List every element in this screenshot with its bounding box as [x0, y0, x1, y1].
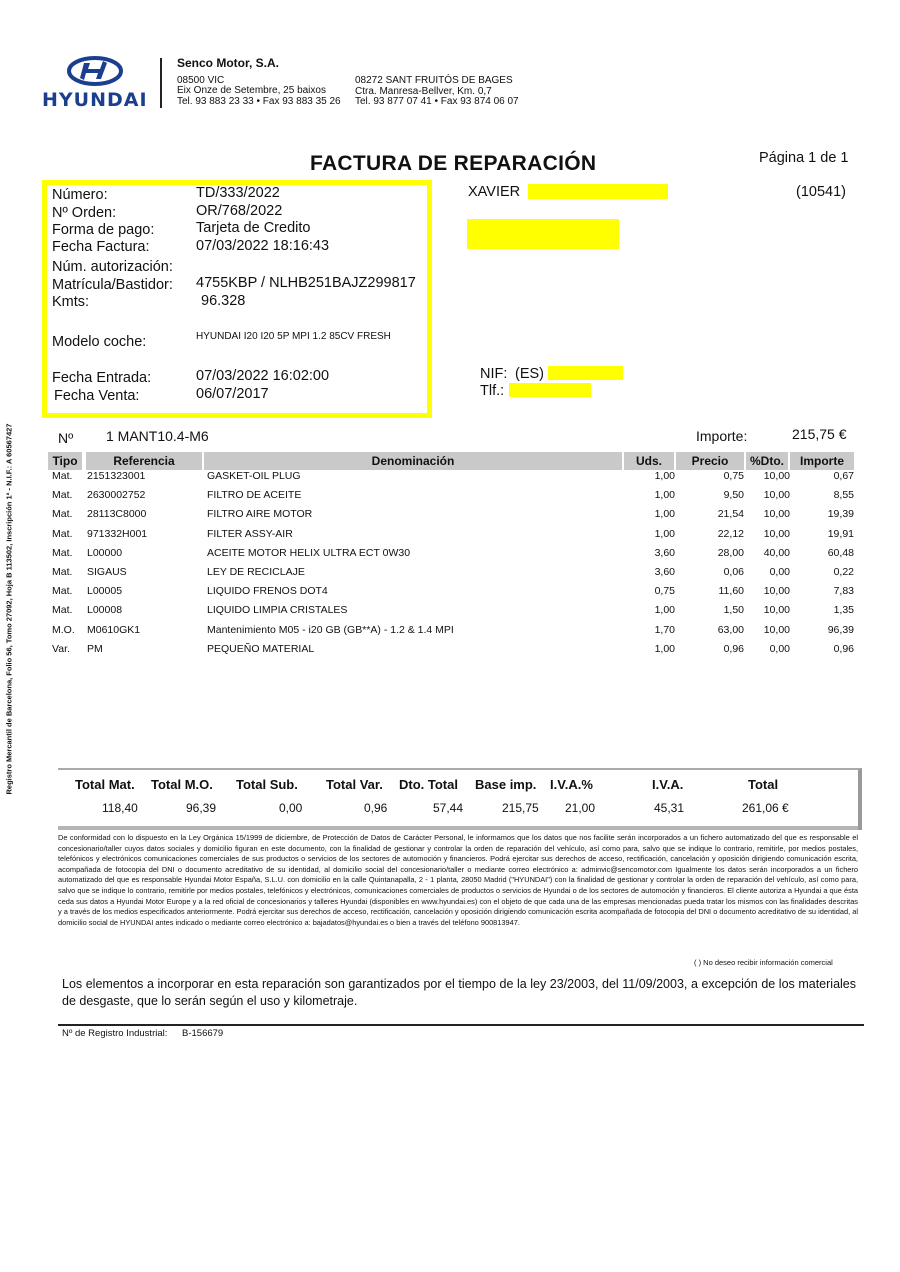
cell-tipo: Mat.	[52, 489, 73, 502]
cell-importe: 96,39	[827, 623, 854, 636]
cell-dto: 10,00	[763, 489, 790, 502]
table-row	[50, 624, 856, 643]
col-referencia: Referencia	[86, 452, 202, 470]
cell-importe: 1,35	[833, 604, 854, 617]
cell-dto: 10,00	[763, 623, 790, 636]
total-label: Total	[748, 777, 779, 792]
cell-precio: 0,96	[723, 642, 744, 655]
redaction-phone	[509, 383, 591, 397]
cell-precio: 22,12	[717, 527, 744, 540]
cell-importe: 7,83	[833, 585, 854, 598]
cell-importe: 19,91	[827, 527, 854, 540]
table-row	[50, 643, 856, 662]
cell-tipo: Mat.	[52, 546, 73, 559]
importe-label: Importe:	[696, 428, 748, 444]
cell-denominacion: LIQUIDO FRENOS DOT4	[207, 585, 328, 598]
cell-precio: 0,06	[723, 566, 744, 578]
total-mat-label: Total Mat.	[75, 777, 135, 792]
cell-precio: 9,50	[723, 489, 744, 502]
table-row	[50, 604, 856, 623]
registro-value: B-156679	[182, 1028, 224, 1039]
cell-importe: 60,48	[827, 546, 854, 559]
header-divider	[160, 58, 162, 108]
kmts-label: Kmts:	[52, 294, 90, 310]
col-tipo: Tipo	[48, 452, 82, 470]
modelo-value: HYUNDAI I20 I20 5P MPI 1.2 85CV FRESH	[196, 331, 391, 342]
cell-referencia: 28113C8000	[87, 508, 147, 521]
fecha-factura-label: Fecha Factura:	[52, 239, 150, 255]
cell-uds: 1,00	[654, 642, 675, 655]
matricula-label: Matrícula/Bastidor:	[52, 277, 173, 293]
company-name: Senco Motor, S.A.	[177, 56, 280, 70]
cell-tipo: Mat.	[52, 585, 73, 598]
company-bages-address: Ctra. Manresa-Bellver, Km. 0,7	[355, 85, 492, 97]
table-row	[50, 528, 856, 547]
hyundai-emblem-icon	[67, 56, 123, 86]
totals-shadow	[58, 826, 858, 830]
order-number-value: 1 MANT10.4-M6	[106, 428, 209, 444]
cell-tipo: Mat.	[52, 508, 73, 521]
orden-value: OR/768/2022	[196, 203, 283, 219]
cell-dto: 40,00	[763, 546, 790, 559]
cell-tipo: Mat.	[52, 566, 73, 578]
cell-uds: 1,00	[654, 527, 675, 540]
cell-importe: 0,22	[833, 566, 854, 578]
cell-importe: 0,67	[833, 470, 854, 482]
cell-importe: 8,55	[833, 489, 854, 502]
matricula-value: 4755KBP / NLHB251BAJZ299817	[196, 275, 416, 291]
page-indicator: Página 1 de 1	[759, 150, 849, 166]
cell-precio: 21,54	[717, 508, 744, 521]
cell-uds: 1,00	[654, 470, 675, 482]
cell-uds: 1,00	[654, 508, 675, 521]
cell-uds: 3,60	[654, 566, 675, 578]
fecha-factura-value: 07/03/2022 18:16:43	[196, 238, 330, 254]
table-row	[50, 585, 856, 604]
col-importe: Importe	[790, 452, 854, 470]
cell-referencia: L00008	[87, 604, 123, 617]
cell-precio: 0,75	[723, 470, 744, 482]
cell-dto: 10,00	[763, 585, 790, 598]
cell-precio: 28,00	[717, 546, 744, 559]
items-table-header	[48, 452, 854, 470]
cell-uds: 1,00	[654, 604, 675, 617]
col-denominacion: Denominación	[204, 452, 622, 470]
iva-label: I.V.A.	[652, 777, 684, 792]
total-mat-value: 118,40	[102, 801, 138, 815]
cell-precio: 11,60	[718, 585, 744, 598]
table-row	[50, 547, 856, 566]
cell-denominacion: LEY DE RECICLAJE	[207, 566, 305, 578]
total-value: 261,06 €	[742, 801, 789, 815]
cell-uds: 3,60	[654, 546, 675, 559]
numero-label: Número:	[52, 187, 108, 203]
base-imp-label: Base imp.	[475, 777, 537, 792]
total-var-label: Total Var.	[326, 777, 383, 792]
cell-importe: 19,39	[827, 508, 854, 521]
cell-referencia: 2630002752	[87, 489, 146, 502]
company-vic-phone: Tel. 93 883 23 33 • Fax 93 883 35 26	[177, 95, 341, 107]
customer-code: (10541)	[796, 184, 846, 200]
autorizacion-label: Núm. autorización:	[52, 259, 173, 275]
cell-denominacion: FILTRO AIRE MOTOR	[207, 508, 313, 521]
cell-tipo: Var.	[52, 642, 70, 655]
base-imp-value: 215,75	[502, 801, 539, 815]
cell-precio: 1,50	[723, 604, 744, 617]
nif-label: NIF:	[480, 366, 508, 382]
cell-tipo: Mat.	[52, 470, 73, 482]
iva-value: 45,31	[654, 801, 685, 815]
cell-tipo: Mat.	[52, 527, 73, 540]
redaction-name	[528, 184, 668, 199]
cell-uds: 0,75	[654, 585, 675, 598]
table-row	[50, 566, 856, 585]
company-bages-postal: 08272 SANT FRUITÓS DE BAGES	[355, 75, 513, 86]
redaction-nif	[548, 366, 623, 380]
cell-tipo: Mat.	[52, 604, 73, 617]
numero-value: TD/333/2022	[196, 185, 280, 201]
order-number-label: Nº	[58, 430, 74, 446]
registro-mercantil-note: Registro Mercantil de Barcelona, Folio 56, Tomo 27092, Hoja B 113502, Inscripción 1ª - N.I.F.: A 60567427	[4, 423, 14, 795]
col-dto: %Dto.	[746, 452, 788, 470]
cell-tipo: M.O.	[52, 623, 75, 636]
cell-dto: 0,00	[769, 642, 790, 655]
cell-dto: 10,00	[763, 508, 790, 521]
cell-denominacion: Mantenimiento M05 - i20 GB (GB**A) - 1.2 & 1.4 MPI	[207, 623, 454, 636]
cell-precio: 63,00	[717, 623, 744, 636]
cell-dto: 10,00	[763, 604, 790, 617]
modelo-label: Modelo coche:	[52, 334, 147, 350]
forma-pago-label: Forma de pago:	[52, 222, 155, 238]
total-sub-value: 0,00	[279, 801, 303, 815]
cell-referencia: 2151323001	[87, 470, 146, 482]
brand-name: HYUNDAI	[42, 89, 148, 111]
kmts-value: 96.328	[201, 293, 246, 309]
hyundai-logo	[42, 56, 147, 110]
total-sub-label: Total Sub.	[236, 777, 298, 792]
cell-denominacion: FILTER ASSY-AIR	[207, 527, 293, 540]
cell-uds: 1,70	[654, 623, 675, 636]
company-vic-address: Eix Onze de Setembre, 25 baixos	[177, 85, 326, 96]
cell-uds: 1,00	[654, 489, 675, 502]
cell-dto: 0,00	[769, 566, 790, 578]
col-uds: Uds.	[624, 452, 674, 470]
cell-denominacion: FILTRO DE ACEITE	[207, 489, 302, 502]
fecha-venta-label: Fecha Venta:	[54, 388, 140, 404]
total-mo-value: 96,39	[186, 801, 217, 815]
optout-checkbox-label[interactable]: ( ) No deseo recibir información comercial	[694, 958, 833, 967]
dto-total-value: 57,44	[433, 801, 464, 815]
cell-dto: 10,00	[763, 470, 790, 482]
cell-denominacion: PEQUEÑO MATERIAL	[207, 642, 315, 655]
cell-dto: 10,00	[763, 527, 790, 540]
redaction-address	[467, 219, 619, 249]
company-info-vic	[177, 58, 341, 107]
dto-total-label: Dto. Total	[399, 777, 458, 792]
iva-pct-label: I.V.A.%	[550, 777, 593, 792]
document-title: FACTURA DE REPARACIÓN	[310, 152, 597, 175]
company-info-bages	[355, 76, 519, 108]
warranty-text: Los elementos a incorporar en esta reparación son garantizados por el tiempo de la ley 23/2003, del 11/09/2003, a excepción de los materiales de desgaste, que lo serán según el uso y kilometraje.	[62, 977, 856, 1008]
cell-referencia: L00005	[87, 585, 123, 598]
iva-pct-value: 21,00	[565, 801, 596, 815]
cell-importe: 0,96	[833, 642, 854, 655]
fecha-venta-value: 06/07/2017	[196, 386, 269, 402]
col-precio: Precio	[676, 452, 744, 470]
table-row	[50, 470, 856, 489]
cell-denominacion: LIQUIDO LIMPIA CRISTALES	[207, 604, 348, 617]
fecha-entrada-value: 07/03/2022 16:02:00	[196, 368, 330, 384]
total-var-value: 0,96	[364, 801, 388, 815]
importe-value: 215,75 €	[792, 426, 847, 442]
cell-denominacion: ACEITE MOTOR HELIX ULTRA ECT 0W30	[207, 546, 411, 559]
customer-name: XAVIER	[468, 184, 521, 200]
cell-referencia: PM	[87, 642, 103, 655]
company-bages-phone: Tel. 93 877 07 41 • Fax 93 874 06 07	[355, 96, 519, 107]
company-vic-postal: 08500 VIC	[177, 74, 225, 86]
tlf-label: Tlf.:	[480, 383, 505, 399]
fecha-entrada-label: Fecha Entrada:	[52, 370, 152, 386]
cell-referencia: SIGAUS	[87, 566, 127, 578]
legal-text: De conformidad con lo dispuesto en la Ley Orgánica 15/1999 de diciembre, de Protección de Datos de Carácter Personal, le informamos que los datos que nos facilite serán incorporados a un fichero automatizado del que es responsable el concesionario/taller cuyos datos sociales y domicilio figuran en este documento, con la finalidad de gestionar y controlar la orden de reparación del vehículo, así como para, salvo que se indique lo contrario, remitirle, por medios postales, telefónicos y electrónicos comunicaciones comerciales de sus productos o servicios de los sectores de automoción y financieros. Podrá ejercitar sus derechos de acceso, rectificación, cancelación y oposición dirigiendo comunicación escrita, acompañada de fotocopia del DNI o documento acreditativo de su identidad, al domicilio social del concesionario/taller o mediante correo electrónico a: adminvic@sencomotor.com Igualmente los datos serán incorporados a un fichero automatizado del que es responsable Hyundai Motor España, S.L.U. con domicilio en la calle Quintanapalla, 2 - 1 planta, 28050 Madrid ("HYUNDAI") con la finalidad de gestionar y controlar la orden de reparación del vehículo, así como para, salvo que se indique lo contrario, remitirle por medios postales, telefónicos y electrónicos, comunicaciones comerciales de productos o servicios de Hyundai o de los sectores de automoción y financieros. El cliente autoriza a Hyundai a que ésta ceda sus datos a Hyundai Motor Europe y a la red oficial de concesionarios y talleres Hyundai (disponibles en www.hyundai.es) con el objeto de que cada una de las empresas mencionadas pueda tratar los mismos con las finalidades descritas y a través de los medios especificados anteriormente. Podrá ejercitar sus derechos de acceso, rectificación, cancelación y oposición dirigiendo comunicación escrita acompañada de fotocopia del DNI o documento acreditativo de su identidad, al domicilio social de HYUNDAI antes indicado o mediante correo electrónico a: bajadatos@hyundai.es o bien a través del teléfono 900813947.	[58, 833, 858, 927]
table-row	[50, 489, 856, 508]
cell-referencia: L00000	[87, 546, 123, 559]
cell-referencia: 971332H001	[87, 527, 148, 540]
orden-label: Nº Orden:	[52, 205, 117, 221]
cell-referencia: M0610GK1	[87, 623, 141, 636]
nif-prefix: (ES)	[515, 366, 544, 382]
registro-label: Nº de Registro Industrial:	[62, 1028, 168, 1039]
forma-pago-value: Tarjeta de Credito	[196, 220, 311, 236]
footer-divider	[58, 1024, 864, 1026]
cell-denominacion: GASKET-OIL PLUG	[207, 470, 301, 482]
total-mo-label: Total M.O.	[151, 777, 213, 792]
table-row	[50, 508, 856, 527]
